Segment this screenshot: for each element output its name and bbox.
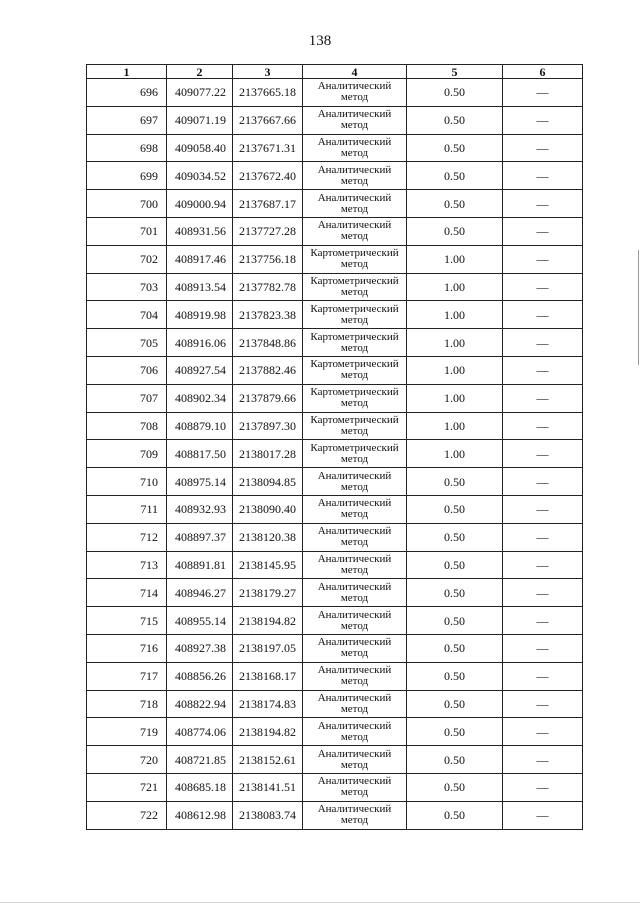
accuracy-cell: 0.50 [407, 579, 503, 607]
header-col-6: 6 [503, 65, 583, 79]
note-cell: — [503, 217, 583, 245]
method-line-1: Картометрический [310, 330, 399, 343]
coordinate-y-cell: 2137727.28 [233, 217, 303, 245]
point-number-cell: 700 [87, 190, 167, 218]
note-cell: — [503, 412, 583, 440]
method-cell [303, 190, 407, 218]
note-cell: — [503, 440, 583, 468]
accuracy-cell: 1.00 [407, 301, 503, 329]
method-cell [303, 468, 407, 496]
method-line-2: метод [340, 647, 369, 660]
coordinate-x-cell: 408927.54 [167, 356, 233, 384]
table-row [87, 273, 583, 301]
coordinate-x-cell: 409077.22 [167, 79, 233, 107]
point-number-cell: 720 [87, 746, 167, 774]
method-line-1: Аналитический [317, 775, 392, 788]
coordinate-y-cell: 2137667.66 [233, 106, 303, 134]
method-line-2: метод [340, 258, 369, 271]
note-cell: — [503, 273, 583, 301]
method-line-1: Аналитический [317, 108, 392, 121]
method-cell [303, 162, 407, 190]
accuracy-cell: 0.50 [407, 495, 503, 523]
note-cell: — [503, 468, 583, 496]
method-cell [303, 356, 407, 384]
accuracy-cell: 1.00 [407, 440, 503, 468]
coordinate-x-cell: 408975.14 [167, 468, 233, 496]
point-number-cell: 703 [87, 273, 167, 301]
table-row [87, 523, 583, 551]
method-line-1: Аналитический [317, 580, 392, 593]
point-number-cell: 709 [87, 440, 167, 468]
method-cell [303, 718, 407, 746]
note-cell: — [503, 329, 583, 357]
accuracy-cell: 0.50 [407, 551, 503, 579]
coordinate-x-cell: 408932.93 [167, 495, 233, 523]
table-row [87, 301, 583, 329]
method-cell [303, 384, 407, 412]
method-line-2: метод [340, 119, 369, 132]
accuracy-cell: 1.00 [407, 245, 503, 273]
note-cell: — [503, 607, 583, 635]
note-cell: — [503, 134, 583, 162]
method-cell [303, 634, 407, 662]
point-number-cell: 717 [87, 662, 167, 690]
method-line-1: Аналитический [317, 636, 392, 649]
method-line-2: метод [340, 341, 369, 354]
scan-bottom-line [0, 902, 640, 903]
note-cell: — [503, 801, 583, 829]
method-line-1: Аналитический [317, 552, 392, 565]
point-number-cell: 715 [87, 607, 167, 635]
method-line-2: метод [340, 508, 369, 521]
coordinate-x-cell: 408919.98 [167, 301, 233, 329]
coordinate-x-cell: 408817.50 [167, 440, 233, 468]
point-number-cell: 719 [87, 718, 167, 746]
coordinate-x-cell: 408913.54 [167, 273, 233, 301]
table-row [87, 356, 583, 384]
method-line-1: Аналитический [317, 219, 392, 232]
coordinate-y-cell: 2138194.82 [233, 607, 303, 635]
method-line-2: метод [340, 591, 369, 604]
method-line-1: Аналитический [317, 691, 392, 704]
table-row [87, 384, 583, 412]
note-cell: — [503, 384, 583, 412]
coordinate-x-cell: 408931.56 [167, 217, 233, 245]
method-line-1: Аналитический [317, 719, 392, 732]
method-line-1: Аналитический [317, 135, 392, 148]
coordinate-x-cell: 408927.38 [167, 634, 233, 662]
method-cell [303, 801, 407, 829]
coordinate-x-cell: 408891.81 [167, 551, 233, 579]
point-number-cell: 707 [87, 384, 167, 412]
table-row [87, 495, 583, 523]
coordinate-y-cell: 2137687.17 [233, 190, 303, 218]
table-body [87, 79, 583, 830]
point-number-cell: 706 [87, 356, 167, 384]
accuracy-cell: 0.50 [407, 718, 503, 746]
note-cell: — [503, 190, 583, 218]
method-line-2: метод [340, 174, 369, 187]
note-cell: — [503, 356, 583, 384]
scan-edge-line [638, 250, 639, 365]
method-line-2: метод [340, 480, 369, 493]
method-line-1: Картометрический [310, 247, 399, 260]
note-cell: — [503, 634, 583, 662]
method-line-1: Аналитический [317, 664, 392, 677]
note-cell: — [503, 301, 583, 329]
table-row [87, 579, 583, 607]
table-row [87, 412, 583, 440]
method-cell [303, 106, 407, 134]
method-line-1: Картометрический [310, 358, 399, 371]
method-cell [303, 79, 407, 107]
table-row [87, 468, 583, 496]
coordinate-y-cell: 2138083.74 [233, 801, 303, 829]
coordinate-y-cell: 2138174.83 [233, 690, 303, 718]
coordinate-x-cell: 409071.19 [167, 106, 233, 134]
note-cell: — [503, 106, 583, 134]
coordinate-y-cell: 2137882.46 [233, 356, 303, 384]
coordinate-y-cell: 2138094.85 [233, 468, 303, 496]
coordinate-x-cell: 408856.26 [167, 662, 233, 690]
method-line-1: Аналитический [317, 469, 392, 482]
table-row [87, 106, 583, 134]
accuracy-cell: 0.50 [407, 79, 503, 107]
coordinate-x-cell: 408822.94 [167, 690, 233, 718]
coordinate-x-cell: 408721.85 [167, 746, 233, 774]
coordinate-x-cell: 408879.10 [167, 412, 233, 440]
table-row [87, 773, 583, 801]
coordinate-x-cell: 408917.46 [167, 245, 233, 273]
note-cell: — [503, 79, 583, 107]
method-line-2: метод [340, 397, 369, 410]
method-line-2: метод [340, 730, 369, 743]
coordinate-y-cell: 2137782.78 [233, 273, 303, 301]
method-line-1: Картометрический [310, 441, 399, 454]
point-number-cell: 710 [87, 468, 167, 496]
method-cell [303, 301, 407, 329]
accuracy-cell: 0.50 [407, 217, 503, 245]
coordinate-x-cell: 409000.94 [167, 190, 233, 218]
note-cell: — [503, 579, 583, 607]
method-cell [303, 579, 407, 607]
method-line-1: Аналитический [317, 747, 392, 760]
point-number-cell: 714 [87, 579, 167, 607]
method-cell [303, 412, 407, 440]
point-number-cell: 721 [87, 773, 167, 801]
coordinate-y-cell: 2138141.51 [233, 773, 303, 801]
coordinate-x-cell: 408897.37 [167, 523, 233, 551]
method-cell [303, 773, 407, 801]
header-col-2: 2 [167, 65, 233, 79]
coordinates-table [86, 64, 583, 830]
note-cell: — [503, 662, 583, 690]
coordinate-x-cell: 409034.52 [167, 162, 233, 190]
accuracy-cell: 0.50 [407, 746, 503, 774]
method-cell [303, 551, 407, 579]
point-number-cell: 722 [87, 801, 167, 829]
method-cell [303, 440, 407, 468]
accuracy-cell: 1.00 [407, 356, 503, 384]
method-cell [303, 662, 407, 690]
method-line-1: Аналитический [317, 80, 392, 93]
method-line-2: метод [340, 369, 369, 382]
method-line-1: Аналитический [317, 525, 392, 538]
method-line-2: метод [340, 230, 369, 243]
accuracy-cell: 0.50 [407, 634, 503, 662]
note-cell: — [503, 746, 583, 774]
method-line-2: метод [340, 702, 369, 715]
point-number-cell: 713 [87, 551, 167, 579]
method-line-2: метод [340, 91, 369, 104]
table-row [87, 79, 583, 107]
note-cell: — [503, 245, 583, 273]
coordinate-y-cell: 2137848.86 [233, 329, 303, 357]
point-number-cell: 711 [87, 495, 167, 523]
accuracy-cell: 0.50 [407, 162, 503, 190]
point-number-cell: 698 [87, 134, 167, 162]
method-line-1: Аналитический [317, 803, 392, 816]
method-line-1: Аналитический [317, 497, 392, 510]
method-line-2: метод [340, 285, 369, 298]
table-row [87, 217, 583, 245]
method-line-2: метод [340, 786, 369, 799]
note-cell: — [503, 690, 583, 718]
coordinate-x-cell: 408902.34 [167, 384, 233, 412]
coordinate-y-cell: 2138145.95 [233, 551, 303, 579]
coordinate-y-cell: 2138168.17 [233, 662, 303, 690]
accuracy-cell: 0.50 [407, 801, 503, 829]
method-cell [303, 134, 407, 162]
coordinate-y-cell: 2137672.40 [233, 162, 303, 190]
table-row [87, 634, 583, 662]
table-row [87, 245, 583, 273]
point-number-cell: 702 [87, 245, 167, 273]
method-cell [303, 690, 407, 718]
method-line-2: метод [340, 313, 369, 326]
method-cell [303, 523, 407, 551]
header-col-5: 5 [407, 65, 503, 79]
method-cell [303, 217, 407, 245]
note-cell: — [503, 523, 583, 551]
note-cell: — [503, 162, 583, 190]
table-header [87, 65, 583, 79]
coordinate-x-cell: 408774.06 [167, 718, 233, 746]
table-row [87, 134, 583, 162]
accuracy-cell: 0.50 [407, 134, 503, 162]
table-row [87, 662, 583, 690]
note-cell: — [503, 773, 583, 801]
coordinate-y-cell: 2138090.40 [233, 495, 303, 523]
accuracy-cell: 0.50 [407, 662, 503, 690]
method-line-2: метод [340, 202, 369, 215]
method-line-1: Аналитический [317, 608, 392, 621]
method-line-2: метод [340, 146, 369, 159]
coordinate-x-cell: 408612.98 [167, 801, 233, 829]
method-cell [303, 273, 407, 301]
method-line-1: Картометрический [310, 302, 399, 315]
accuracy-cell: 0.50 [407, 690, 503, 718]
method-line-2: метод [340, 619, 369, 632]
coordinate-y-cell: 2138179.27 [233, 579, 303, 607]
method-cell [303, 245, 407, 273]
method-cell [303, 607, 407, 635]
point-number-cell: 708 [87, 412, 167, 440]
coordinate-y-cell: 2137756.18 [233, 245, 303, 273]
coordinate-x-cell: 409058.40 [167, 134, 233, 162]
header-col-4: 4 [303, 65, 407, 79]
method-cell [303, 746, 407, 774]
accuracy-cell: 1.00 [407, 273, 503, 301]
accuracy-cell: 1.00 [407, 329, 503, 357]
table-row [87, 746, 583, 774]
method-line-1: Картометрический [310, 386, 399, 399]
point-number-cell: 696 [87, 79, 167, 107]
table-row [87, 801, 583, 829]
coordinate-y-cell: 2137671.31 [233, 134, 303, 162]
table-row [87, 190, 583, 218]
method-cell [303, 329, 407, 357]
table-row [87, 551, 583, 579]
method-line-2: метод [340, 536, 369, 549]
accuracy-cell: 0.50 [407, 106, 503, 134]
table-row [87, 440, 583, 468]
table-row [87, 162, 583, 190]
accuracy-cell: 0.50 [407, 607, 503, 635]
coordinate-x-cell: 408946.27 [167, 579, 233, 607]
point-number-cell: 716 [87, 634, 167, 662]
method-line-1: Аналитический [317, 191, 392, 204]
table-row [87, 718, 583, 746]
coordinate-y-cell: 2138152.61 [233, 746, 303, 774]
method-line-1: Картометрический [310, 413, 399, 426]
method-line-2: метод [340, 563, 369, 576]
method-line-1: Картометрический [310, 274, 399, 287]
coordinate-x-cell: 408955.14 [167, 607, 233, 635]
table-row [87, 607, 583, 635]
note-cell: — [503, 495, 583, 523]
method-line-1: Аналитический [317, 163, 392, 176]
coordinate-y-cell: 2138197.05 [233, 634, 303, 662]
method-line-2: метод [340, 424, 369, 437]
table-row [87, 329, 583, 357]
accuracy-cell: 1.00 [407, 412, 503, 440]
method-line-2: метод [340, 758, 369, 771]
coordinate-x-cell: 408916.06 [167, 329, 233, 357]
coordinate-y-cell: 2138017.28 [233, 440, 303, 468]
accuracy-cell: 0.50 [407, 468, 503, 496]
point-number-cell: 699 [87, 162, 167, 190]
point-number-cell: 712 [87, 523, 167, 551]
point-number-cell: 697 [87, 106, 167, 134]
note-cell: — [503, 551, 583, 579]
page-number: 138 [308, 33, 332, 49]
accuracy-cell: 0.50 [407, 773, 503, 801]
method-line-2: метод [340, 452, 369, 465]
coordinate-y-cell: 2137879.66 [233, 384, 303, 412]
header-col-3: 3 [233, 65, 303, 79]
accuracy-cell: 0.50 [407, 190, 503, 218]
note-cell: — [503, 718, 583, 746]
coordinate-y-cell: 2137665.18 [233, 79, 303, 107]
table-row [87, 690, 583, 718]
method-line-2: метод [340, 675, 369, 688]
coordinate-y-cell: 2137897.30 [233, 412, 303, 440]
point-number-cell: 701 [87, 217, 167, 245]
coordinate-y-cell: 2137823.38 [233, 301, 303, 329]
point-number-cell: 705 [87, 329, 167, 357]
accuracy-cell: 0.50 [407, 523, 503, 551]
method-cell [303, 495, 407, 523]
point-number-cell: 704 [87, 301, 167, 329]
method-line-2: метод [340, 814, 369, 827]
coordinate-x-cell: 408685.18 [167, 773, 233, 801]
header-col-1: 1 [87, 65, 167, 79]
header-row [87, 65, 583, 79]
coordinate-y-cell: 2138120.38 [233, 523, 303, 551]
point-number-cell: 718 [87, 690, 167, 718]
coordinate-y-cell: 2138194.82 [233, 718, 303, 746]
accuracy-cell: 1.00 [407, 384, 503, 412]
